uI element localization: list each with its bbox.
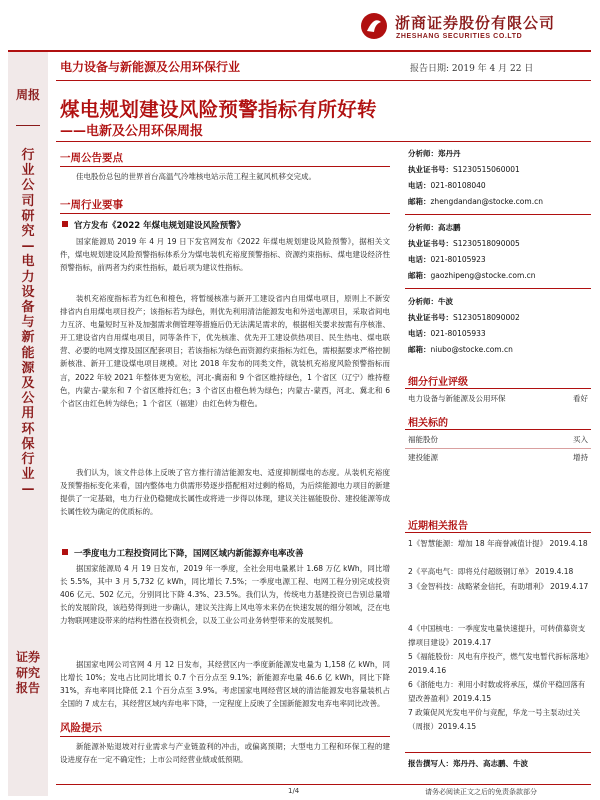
page-subtitle: ——电新及公用环保周报: [60, 124, 204, 139]
footer-rule: [56, 784, 591, 785]
industry-name: 电力设备与新能源及公用环保行业: [60, 60, 241, 74]
item1-paragraph: 国家能源局 2019 年 4 月 19 日下发官网发布《2022 年煤电规划建设风险预警》，据相关文件，煤电规划建设风险预警指标体系分为煤电装机充裕度预警指标、资源约束指标、煤电建设经济性预警指标，前两者为约束性指标，最后项为建议性指标。: [60, 237, 390, 273]
report-authors: 报告撰写人：郑丹丹、高志鹏、牛波: [408, 759, 528, 768]
item2-heading: 一季度电力工程投资同比下降，国网区域内新能源弃电率改善: [62, 547, 304, 559]
sidebar-doc-type: 证券研究报告: [16, 650, 41, 695]
sidebar-category: 行业公司研究—电力设备与新能源及公用环保行业—: [21, 148, 35, 498]
company-logo-icon: [360, 12, 388, 40]
analyst-tel: 电话：021-80108040: [408, 181, 486, 190]
recent-report-item[interactable]: 7 政策促风光发电平价与竞配，华龙一号主泵动过关（周报）2019.4.15: [408, 708, 581, 731]
recent-report-item[interactable]: 1《智慧能源：增加 18 年商誉减值计提》 2019.4.18: [408, 539, 588, 548]
recent-reports-heading: 近期相关报告: [408, 521, 468, 532]
section-rule: [60, 166, 390, 167]
recent-rule: [405, 532, 591, 533]
related-row: 福能股份 买入: [408, 435, 588, 444]
row-divider: [405, 448, 591, 449]
authors-rule: [405, 752, 591, 753]
company-name-cn: 浙商证券股份有限公司: [395, 14, 556, 32]
rating-row: 电力设备与新能源及公用环保 看好: [408, 394, 588, 403]
analyst-tel: 电话：021-80105923: [408, 255, 486, 264]
rating-heading: 细分行业评级: [408, 377, 468, 388]
analyst-name: 分析师：高志鹏: [408, 223, 461, 232]
related-heading: 相关标的: [408, 418, 448, 429]
analyst-name: 分析师：牛波: [408, 297, 453, 306]
report-date: 报告日期: 2019 年 4 月 22 日: [410, 64, 534, 74]
analyst-rule: [405, 214, 591, 215]
recent-report-item[interactable]: 3《金智科技：战略紧金信托，有助增利》 2019.4.17: [408, 582, 589, 591]
recent-report-item[interactable]: 2《平高电气：即将兑付超级钢订单》 2019.4.18: [408, 567, 574, 576]
section-rule: [60, 736, 390, 737]
analyst-cert: 执业证书号：S1230518090005: [408, 239, 520, 248]
title-rule: [56, 141, 591, 142]
related-rule: [405, 429, 591, 430]
analyst-mail[interactable]: 邮箱：niubo@stocke.com.cn: [408, 345, 513, 354]
risk-text: 新能源补贴退坡对行业需求与产业链盈利的冲击，或偏离预期；大型电力工程和环保工程的建设进度存在一定不确定性；上市公司经营业绩或低预期。: [60, 742, 390, 765]
sidebar-report-type: 周报: [16, 88, 41, 102]
analyst-cert: 执业证书号：S1230515060001: [408, 165, 520, 174]
section-risk-heading: 风险提示: [60, 722, 102, 734]
rating-rule: [405, 388, 591, 389]
news-text: 佳电股份总包的世界首台高温气冷堆核电站示范工程主氦风机移交完成。: [76, 172, 316, 181]
sidebar-divider: [16, 125, 40, 126]
disclaimer-note: 请务必阅读正文之后的免责条款部分: [425, 788, 537, 796]
bullet-square-icon: [62, 221, 68, 227]
item2-paragraph: 据国家电网公司官网 4 月 12 日发布，其经营区内一季度新能源发电量为 1,158 亿 kWh，同比增长 10%；发电占比同比增长 0.7 个百分点至 9.1%；新能源弃电量 46.6 亿 kWh，同比下降 31%，弃电率同比降低 2.1 个百分点至 3.9%。考虑国家电网经营区域的清洁能源发电容量装机占全国的 7 成左右，其经营区域内弃电率下降，一定程度上反映了全国新能源发电弃电率同比改善。: [60, 660, 390, 709]
analyst-name: 分析师：郑丹丹: [408, 149, 461, 158]
related-row: 建投能源 增持: [408, 453, 588, 462]
item1-paragraph: 装机充裕度指标若为红色和橙色，将暂缓核准与新开工建设省内自用煤电项目，原则上不新安排省内自用煤电项目投产；该指标若为绿色，则优先利用清洁能源发电和外送电源项目，采取省间电力互济、电量短时互补及加强需求侧管理等措施后仍无法满足需求的，根据相关要求按需有序核准、开工建设省内自用煤电项目，同等条件下，优先核准、优先开工建设供热项目、民生热电、煤电联营、必要的电网支撑及国区配套项目；若该指标为绿色而资源约束指标为红色，需根据要求严格控制新核准、新开工建设煤电项目规模。对比 2018 年发布的同类文件，就装机充裕度风险预警指标而言，2022 年较 2021 年整体更为宽松，河北-冀南和 9 个省区维持绿色，1 个省区（辽宁）维持橙色，内蒙古-蒙东和 7 个省区维持红色；3 个省区由橙色转为绿色；内蒙古-蒙西，河北、冀北和 6 个省区由红色转为绿色；1 个省区（福建）由红色转为橙色。: [60, 294, 390, 408]
item2-paragraph: 据国家能源局 4 月 19 日发布，2019 年一季度，全社会用电量累计 1.68 万亿 kWh，同比增长 5.5%，其中 3 月 5,732 亿 kWh，同比增长 7.5%；一季度电源工程、电网工程分别完成投资 406 亿元、502 亿元，分别同比下降 4.3%、23.5%。我们认为，传统电力基建投资已告别总量增长的发展阶段，该趋势得到进一步确认，建议关注海上风电等未来仍在快速发展的细分领域，泛在电力物联网建设带来的结构性潜在投资机会，以及工业公司业务转型带来的发展契机。: [60, 564, 390, 626]
analyst-mail[interactable]: 邮箱：zhengdandan@stocke.com.cn: [408, 197, 543, 206]
page-number: 1/4: [288, 787, 300, 795]
item1-heading: 官方发布《2022 年煤电规划建设风险预警》: [62, 219, 245, 231]
item1-paragraph: 我们认为，该文件总体上反映了官方推行清洁能源发电、适度抑制煤电的态度。从装机充裕度及预警指标变化来看，国内整体电力供需形势逐步搭配相对过剩的格局，为后续能源电力项目的新建提供了一定基础，电力行业仍稳健成长属性或将进一步得以体现，建议关注福能股份、建投能源等成长属性较为确定的优质标的。: [60, 468, 390, 517]
header-rule: [8, 50, 591, 52]
analyst-cert: 执业证书号：S1230518090002: [408, 313, 520, 322]
industry-rule: [56, 80, 591, 81]
recent-report-item[interactable]: 4《中国核电：一季度发电量快速提升，可转债募资支撑项目建设》2019.4.17: [408, 624, 586, 647]
company-name-en: ZHESHANG SECURITIES CO.LTD: [396, 33, 523, 40]
section-industry-heading: 一周行业要事: [60, 199, 123, 211]
analyst-rule: [405, 288, 591, 289]
recent-report-item[interactable]: 5《福能股份：风电有序投产，燃气发电暂代拆标落地》2019.4.16: [408, 652, 590, 675]
section-rule: [60, 213, 390, 214]
recent-report-item[interactable]: 6《浙能电力：利用小时数或将承压，煤价平稳回落有望改善盈利》2019.4.15: [408, 680, 586, 703]
section-news-heading: 一周公告要点: [60, 152, 123, 164]
analyst-mail[interactable]: 邮箱：gaozhipeng@stocke.com.cn: [408, 271, 536, 280]
bullet-square-icon: [62, 549, 68, 555]
page-title: 煤电规划建设风险预警指标有所好转: [60, 98, 377, 121]
analyst-tel: 电话：021-80105933: [408, 329, 486, 338]
